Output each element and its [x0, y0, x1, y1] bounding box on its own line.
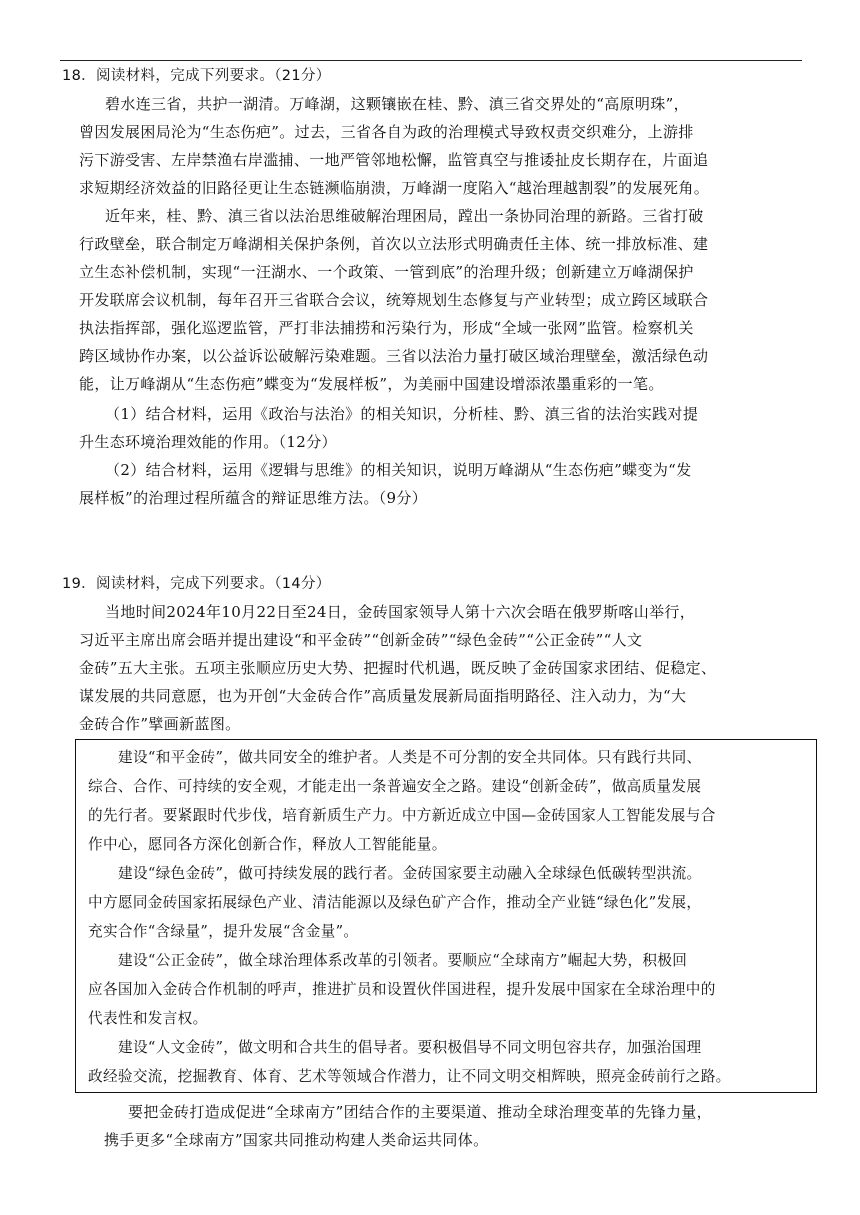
box-line: 代表性和发言权。 — [88, 1010, 208, 1027]
box-line: 作中心，愿同各方深化创新合作，释放人工智能能量。 — [88, 836, 447, 853]
q18-paragraph-line: 行政壁垒，联合制定万峰湖相关保护条例，首次以立法形式明确责任主体、统一排放标准、建 — [79, 235, 709, 253]
q19-paragraph-line: 当地时间2024年10月22日至24日，金砖国家领导人第十六次会晤在俄罗斯喀山举行， — [105, 603, 696, 621]
q18-subquestion-1: （1）结合材料，运用《政治与法治》的相关知识，分析桂、黔、滇三省的法治实践对提 — [105, 405, 699, 423]
box-line: 应各国加入金砖合作机制的呼声，推进扩员和设置伙伴国进程，提升发展中国家在全球治理中的 — [88, 981, 716, 998]
q18-paragraph-line: 跨区域协作办案，以公益诉讼破解污染难题。三省以法治力量打破区域治理壁垒，激活绿色动 — [79, 347, 709, 365]
q19-paragraph-line: 谋发展的共同意愿，也为开创“大金砖合作”高质量发展新局面指明路径、注入动力，为“大 — [79, 687, 687, 705]
q18-paragraph-line: 开发联席会议机制，每年召开三省联合会议，统筹规划生态修复与产业转型；成立跨区域联合 — [79, 291, 709, 309]
box-line: 建设“人文金砖”，做文明和合共生的倡导者。要积极倡导不同文明包容共存，加强治国理 — [118, 1039, 702, 1056]
q19-paragraph-line: 金砖”五大主张。五项主张顺应历史大势、把握时代机遇，既反映了金砖国家求团结、促稳定、 — [79, 659, 717, 677]
q18-subquestion-1: 升生态环境治理效能的作用。（12分） — [79, 433, 337, 451]
box-line: 的先行者。要紧跟时代步伐，培育新质生产力。中方新近成立中国—金砖国家人工智能发展与合 — [88, 807, 716, 824]
box-line: 综合、合作、可持续的安全观，才能走出一条普遍安全之路。建设“创新金砖”，做高质量发展 — [88, 778, 702, 795]
box-line: 建设“绿色金砖”，做可持续发展的践行者。金砖国家要主动融入全球绿色低碳转型洪流。 — [118, 865, 702, 882]
box-line: 政经验交流，挖掘教育、体育、艺术等领域合作潜力，让不同文明交相辉映，照亮金砖前行之路。 — [88, 1068, 731, 1085]
top-rule — [60, 60, 802, 61]
q18-subquestion-2: 展样板”的治理过程所蕴含的辩证思维方法。（9分） — [79, 489, 428, 507]
box-line: 充实合作“含绿量”，提升发展“含金量”。 — [88, 923, 359, 940]
q19-paragraph-line: 金砖合作”擘画新蓝图。 — [79, 715, 241, 733]
q18-paragraph-line: 求短期经济效益的旧路径更让生态链濒临崩溃，万峰湖一度陷入“越治理越割裂”的发展死角。 — [79, 179, 710, 197]
q19-paragraph-line: 要把金砖打造成促进“全球南方”团结合作的主要渠道、推动全球治理变革的先锋力量， — [128, 1103, 712, 1121]
question-18-header: 18．阅读材料，完成下列要求。（21分） — [62, 68, 331, 84]
q18-paragraph-line: 污下游受害、左岸禁渔右岸滥捕、一地严管邻地松懈，监管真空与推诿扯皮长期存在，片面追 — [79, 151, 709, 169]
box-line: 建设“和平金砖”，做共同安全的维护者。人类是不可分割的安全共同体。只有践行共同、 — [118, 749, 702, 766]
question-19-header: 19．阅读材料，完成下列要求。（14分） — [62, 576, 331, 592]
q18-paragraph-line: 曾因发展困局沦为“生态伤疤”。过去，三省各自为政的治理模式导致权责交织难分，上游排 — [79, 123, 694, 141]
q18-paragraph-line: 能，让万峰湖从“生态伤疤”蝶变为“发展样板”，为美丽中国建设增添浓墨重彩的一笔。 — [79, 375, 664, 393]
q19-paragraph-line: 携手更多“全球南方”国家共同推动构建人类命运共同体。 — [104, 1131, 489, 1149]
box-line: 中方愿同金砖国家拓展绿色产业、清洁能源以及绿色矿产合作，推动全产业链“绿色化”发展， — [88, 894, 702, 911]
q18-paragraph-line: 近年来，桂、黔、滇三省以法治思维破解治理困局，蹚出一条协同治理的新路。三省打破 — [105, 207, 704, 225]
box-line: 建设“公正金砖”，做全球治理体系改革的引领者。要顺应“全球南方”崛起大势，积极回 — [118, 952, 688, 969]
q19-paragraph-line: 习近平主席出席会晤并提出建设“和平金砖”“创新金砖”“绿色金砖”“公正金砖”“人文 — [79, 631, 643, 649]
q18-paragraph-line: 碧水连三省，共护一湖清。万峰湖，这颗镶嵌在桂、黔、滇三省交界处的“高原明珠”， — [105, 95, 689, 113]
q18-paragraph-line: 立生态补偿机制，实现“一汪湖水、一个政策、一管到底”的治理升级；创新建立万峰湖保护 — [79, 263, 694, 281]
q18-subquestion-2: （2）结合材料，运用《逻辑与思维》的相关知识，说明万峰湖从“生态伤疤”蝶变为“发 — [105, 461, 692, 479]
q18-paragraph-line: 执法指挥部，强化巡逻监管，严打非法捕捞和污染行为，形成“全域一张网”监管。检察机关 — [79, 319, 694, 337]
